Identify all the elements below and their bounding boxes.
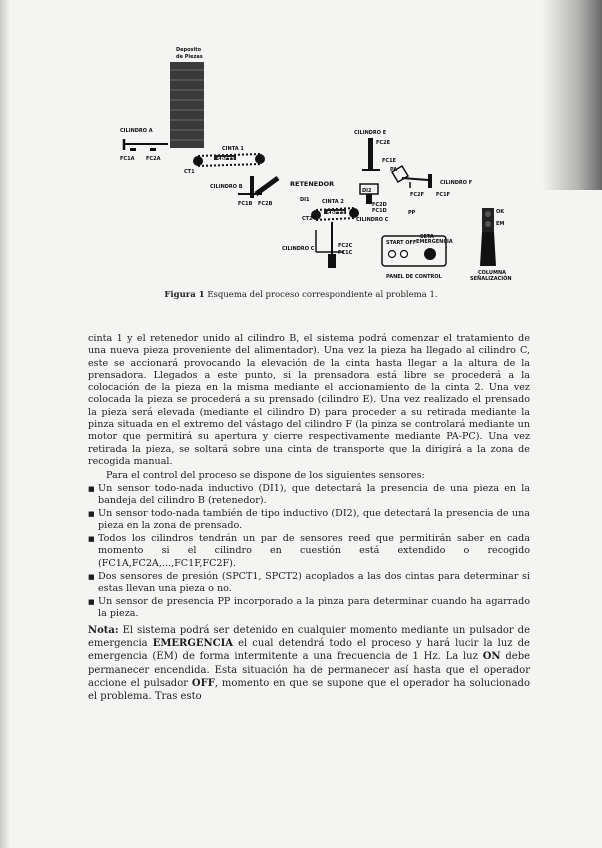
fc2a-sensor bbox=[150, 148, 156, 151]
list-item: ■ Dos sensores de presión (SPCT1, SPCT2) acoplados a las dos cintas para determinar si estas llevan una pieza o no. bbox=[88, 571, 530, 596]
list-item: ■ Un sensor todo-nada también de tipo inductivo (DI2), que detectará la presencia de una pieza en la zona de prensado. bbox=[88, 508, 530, 533]
cylinder-f-rod bbox=[402, 178, 428, 180]
cylinder-b-body bbox=[250, 176, 254, 198]
figure-caption-label: Figura 1 bbox=[164, 290, 205, 300]
list-item: ■ Todos los cilindros tendrán un par de sensores reed que permitirán saber en cada momento si el cilindro en cuestión está extendido o recogido (FC1A,FC2A,...,FC1F,FC2F). bbox=[88, 533, 530, 570]
paragraph-process: cinta 1 y el retenedor unido al cilindro B, el sistema podrá comenzar el tratamiento de una nueva pieza proveniente del alimentador). Una vez la pieza ha llegado al cilindro C, este se accionará provocando la elevación de la cinta hasta llegar a la altura de la prensadora. Llegados a este punto, si la prensadora está libre se procederá a la colocación de la pieza en la misma mediante el accionamiento de la cinta 2. Una vez colocada la pieza se procederá a su prensado (cilindro E). Una vez realizado el prensado la pieza será elevada (mediante el cilindro D) para proceder a su retirada mediante la pinza situada en el extremo del vástago del cilindro F (la pinza se controlará mediante un motor que permitirá su apertura y cierre respectivamente mediante PA-PC). Una vez retirada la pieza, se soltará sobre una cinta de transporte que la dirigirá a la zona de recogida manual. bbox=[88, 333, 530, 467]
note-text-3: debe permanecer encendida. Esta situación ha de permanecer así hasta que el operador accione el pulsador bbox=[88, 651, 531, 689]
note-label: Nota: bbox=[88, 625, 119, 636]
note-text-2: el cual detendrá todo el proceso y hará lucir la luz de emergencia (EM) de forma intermitente a una frecuencia de 1 Hz. La luz bbox=[88, 638, 530, 663]
fc1f-label: FC1F bbox=[436, 192, 450, 198]
cinta1-roller-left bbox=[193, 156, 203, 166]
cylinder-c-label: CILINDRO C bbox=[282, 246, 315, 252]
cylinder-a-label: CILINDRO A bbox=[120, 128, 153, 134]
cinta1-label: CINTA 1 bbox=[222, 146, 244, 152]
pp-label: PP bbox=[408, 210, 416, 216]
fc2b-label: FC2B bbox=[258, 201, 273, 207]
column-label-1: COLUMNA bbox=[478, 270, 507, 276]
column-label-2: SEÑALIZACIÓN bbox=[470, 276, 512, 282]
cinta1-belt-bottom bbox=[198, 164, 260, 166]
retenedor-tray bbox=[256, 178, 278, 194]
ok-light bbox=[485, 211, 491, 217]
sensor-list bbox=[88, 483, 530, 621]
fc1e-label: FC1E bbox=[382, 158, 396, 164]
emergency-button bbox=[424, 248, 436, 260]
scan-edge-left bbox=[0, 0, 10, 848]
di2-label: DI2 bbox=[362, 188, 372, 194]
figure-caption-text: Esquema del proceso correspondiente al problema 1. bbox=[207, 290, 438, 300]
seta-label-1: SETA bbox=[420, 234, 434, 240]
em-label: EM bbox=[496, 221, 505, 227]
cylinder-f-body bbox=[428, 174, 432, 188]
fc1d-label: FC1D bbox=[372, 208, 387, 214]
start-button bbox=[389, 251, 396, 258]
note-emergencia: EMERGENCIA bbox=[152, 638, 234, 650]
cylinder-b-label: CILINDRO B bbox=[210, 184, 243, 190]
fc2d-label: FC2D bbox=[372, 202, 387, 208]
deposit-label-1: Deposito bbox=[176, 47, 202, 53]
control-panel-label: PANEL DE CONTROL bbox=[386, 274, 442, 280]
spct2-label: SPCT2 bbox=[327, 211, 345, 217]
deposit-column bbox=[170, 62, 204, 148]
figure-caption bbox=[0, 290, 602, 300]
start-off-label: START OFF bbox=[386, 240, 417, 246]
note-off: OFF bbox=[191, 677, 215, 689]
fc1c-label: FC1C bbox=[338, 250, 353, 256]
ct2-label: CT2 bbox=[302, 216, 313, 222]
cinta2-belt-bottom bbox=[316, 218, 354, 220]
fc1a-sensor bbox=[130, 148, 136, 151]
spct1-label: SPCT1 bbox=[217, 157, 235, 163]
note-on: ON bbox=[482, 651, 501, 663]
cylinder-f-label: CILINDRO F bbox=[440, 180, 473, 186]
cinta1-roller-right bbox=[255, 154, 265, 164]
signal-column-post bbox=[480, 232, 496, 266]
cylinder-c-body bbox=[328, 254, 336, 268]
gripper-label: PA bbox=[390, 167, 398, 173]
off-button bbox=[401, 251, 408, 258]
fc1b-label: FC1B bbox=[238, 201, 253, 207]
fc2e-label: FC2E bbox=[376, 140, 390, 146]
fc2c-label: FC2C bbox=[338, 243, 353, 249]
retenedor-label: RETENEDOR bbox=[290, 180, 335, 188]
ct1-label: CT1 bbox=[184, 169, 195, 175]
cylinder-c-right-label: CILINDRO C bbox=[356, 217, 389, 223]
deposit-label-2: de Piezas bbox=[176, 54, 203, 60]
cylinder-e-body bbox=[368, 138, 373, 170]
seta-label-2: EMERGENCIA bbox=[416, 239, 453, 245]
fc2a-label: FC2A bbox=[146, 156, 161, 162]
cylinder-e-label: CILINDRO E bbox=[354, 130, 387, 136]
note-paragraph bbox=[88, 624, 530, 703]
process-diagram bbox=[110, 40, 530, 285]
note-text-1: El sistema podrá ser detenido en cualquier momento mediante un pulsador de emergencia bbox=[88, 625, 530, 650]
note-text-4: , momento en que se supone que el operador ha solucionado el problema. Tras esto bbox=[88, 677, 530, 703]
em-light bbox=[485, 221, 491, 227]
ok-label: OK bbox=[496, 209, 505, 215]
scan-shadow bbox=[542, 0, 602, 190]
fc2f-label: FC2F bbox=[410, 192, 424, 198]
cinta2-label: CINTA 2 bbox=[322, 199, 344, 205]
list-item: ■ Un sensor todo-nada inductivo (DI1), que detectará la presencia de una pieza en la bandeja del cilindro B (retenedor). bbox=[88, 483, 530, 508]
di1-label: DI1 bbox=[300, 197, 310, 203]
fc1a-label: FC1A bbox=[120, 156, 135, 162]
list-item: ■ Un sensor de presencia PP incorporado a la pinza para determinar cuando ha agarrado la pieza. bbox=[88, 596, 530, 621]
paragraph-sensors-intro: Para el control del proceso se dispone de los siguientes sensores: bbox=[106, 470, 425, 481]
